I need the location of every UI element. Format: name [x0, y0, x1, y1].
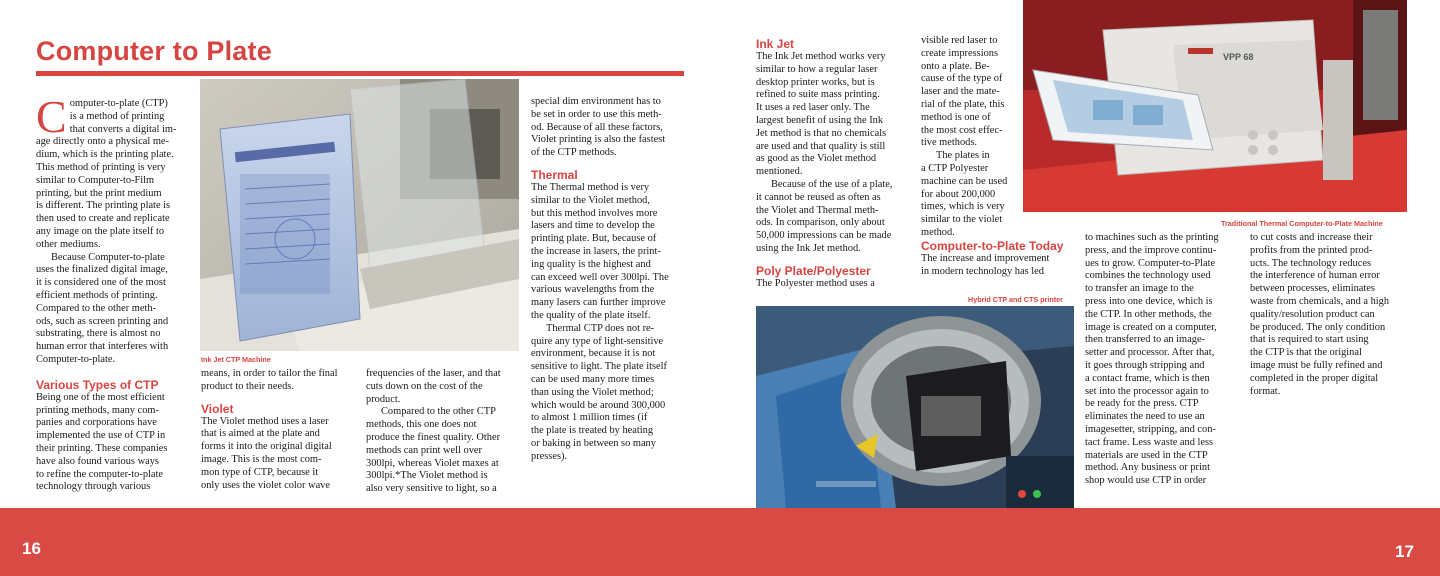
text-line: substrating, there is almost no — [36, 328, 161, 340]
text-line: that is required to start using — [1250, 334, 1369, 346]
text-line: for about 200,000 — [921, 188, 996, 200]
hybrid-ctp-photo — [756, 306, 1074, 508]
text-line: to refine the computer-to-plate — [36, 468, 164, 480]
text-line: any image on the plate itself to — [36, 225, 165, 237]
ink-jet-paragraph-2 — [756, 179, 916, 256]
text-line: The increase and improvement — [921, 253, 1050, 264]
column-2-text — [201, 368, 358, 394]
text-line: imagesetter, stripping, and con- — [1085, 423, 1216, 435]
text-line: 300lpi.*The Violet method is — [366, 470, 488, 482]
text-line: the most cost effec- — [921, 124, 1003, 136]
text-line: It uses a red laser only. The — [756, 102, 870, 114]
text-line: forms it into the original digital — [201, 441, 332, 453]
text-line: the increase in lasers, the print- — [531, 245, 661, 257]
text-line: mon type of CTP, because it — [201, 466, 319, 478]
text-line: many lasers can further improve — [531, 297, 666, 309]
text-line: combines the technology used — [1085, 270, 1211, 282]
text-line: tive methods. — [921, 137, 977, 149]
text-line: shop would use CTP in order — [1085, 475, 1207, 487]
text-line: tact frame. Less waste and less — [1085, 436, 1214, 448]
text-line: This method of printing is very — [36, 161, 166, 173]
text-line: completed in the proper digital — [1250, 372, 1379, 384]
text-line: press into one device, which is — [1085, 295, 1213, 307]
polyester-text — [921, 35, 1021, 150]
text-line: Thermal CTP does not re- — [546, 322, 655, 334]
drop-cap: C — [36, 91, 67, 142]
poly-heading: Poly Plate/Polyester — [756, 263, 871, 278]
text-line: to cut costs and increase their — [1250, 232, 1373, 243]
today-text — [921, 253, 1086, 279]
text-line: be produced. The only condition — [1250, 321, 1386, 333]
page-number-left: 16 — [22, 539, 41, 558]
text-line: refined to suite mass printing. — [756, 89, 880, 101]
text-line: product. — [366, 393, 401, 405]
text-line: only uses the violet color wave — [201, 479, 330, 491]
text-line: Jet method is that no chemicals — [756, 127, 887, 139]
text-line: the plate is treated by heating — [531, 425, 654, 437]
text-line: waste from chemicals, and a high — [1250, 295, 1390, 307]
text-line: environment, because it is not — [531, 348, 656, 360]
text-line: Being one of the most efficient — [36, 391, 165, 403]
column-c — [1085, 232, 1243, 488]
text-line: have also found various ways — [36, 455, 159, 467]
text-line: is different. The printing plate is — [36, 200, 171, 212]
text-line: that converts a digital im- — [69, 123, 177, 135]
text-line: the interference of human error — [1250, 270, 1380, 282]
text-line: product to their needs. — [201, 380, 294, 392]
text-line: Compared to the other CTP — [381, 406, 496, 418]
text-line: a CTP Polyester — [921, 162, 989, 174]
today-heading: Computer-to-Plate Today — [921, 239, 1064, 253]
text-line: other mediums. — [36, 238, 101, 250]
text-line: means, in order to tailor the final — [201, 368, 338, 379]
ink-jet-ctp-photo — [200, 79, 519, 351]
intro-paragraph — [36, 91, 194, 252]
text-line: format. — [1250, 385, 1281, 397]
text-line: methods can print well over — [366, 444, 482, 456]
text-line: a contact frame, which is then — [1085, 372, 1210, 384]
text-line: Because of the use of a plate, — [771, 178, 893, 190]
column-3 — [366, 368, 526, 496]
text-line: method. Any business or print — [1085, 462, 1210, 474]
text-line: technology through various — [36, 481, 151, 493]
text-line: is a method of printing — [69, 110, 165, 122]
text-line: similar to how a regular laser — [756, 63, 878, 75]
text-line: image is created on a computer, — [1085, 321, 1217, 333]
text-line: using the Ink Jet method. — [756, 242, 861, 254]
polyester-paragraph-2 — [921, 150, 1021, 240]
text-line: presses). — [531, 450, 568, 462]
column-4-text — [531, 96, 686, 160]
various-types-heading: Various Types of CTP — [36, 377, 159, 392]
text-line: to transfer an image to the — [1085, 283, 1194, 295]
text-line: image must be fully refined and — [1250, 359, 1383, 371]
text-line: produce the finest quality. Other — [366, 431, 501, 443]
text-line: The Thermal method is very — [531, 181, 650, 193]
text-line: desktop printer works, but is — [756, 76, 875, 88]
column-2 — [201, 368, 358, 492]
text-line: printing, but the print medium — [36, 187, 162, 199]
title-rule — [36, 71, 684, 76]
text-line: machine can be used — [921, 175, 1008, 187]
ink-jet-photo-caption: Ink Jet CTP Machine — [201, 355, 271, 364]
text-line: the Violet and Thermal meth- — [756, 204, 879, 216]
intro-paragraph-2 — [36, 252, 194, 367]
text-line: ues to grow. Computer-to-Plate — [1085, 257, 1216, 269]
text-line: than using the Violet method; — [531, 386, 654, 398]
column-3-text — [366, 368, 526, 406]
thermal-text — [531, 182, 686, 323]
text-line: The plates in — [936, 150, 990, 162]
text-line: onto a plate. Be- — [921, 60, 990, 72]
text-line: are used and that quality is still — [756, 140, 886, 152]
text-line: it is considered one of the most — [36, 277, 166, 289]
text-line: 300lpi, whereas Violet maxes at — [366, 457, 499, 469]
text-line: frequencies of the laser, and that — [366, 368, 501, 379]
text-line: sensitive to light. The plate itself — [531, 361, 668, 373]
text-line: can be used many more times — [531, 373, 655, 385]
text-line: Violet printing is also the fastest — [531, 134, 666, 146]
text-line: as good as the Violet method — [756, 153, 877, 165]
text-line: then transferred to an image- — [1085, 334, 1206, 346]
text-line: press, and the improve continu- — [1085, 244, 1217, 256]
column-3-paragraph-2 — [366, 406, 526, 496]
text-line: ods. In comparison, only about — [756, 217, 885, 229]
text-line: quire any type of light-sensitive — [531, 335, 664, 347]
text-line: method. — [921, 226, 955, 238]
page-number-right: 17 — [1395, 542, 1414, 561]
text-line: The Ink Jet method works very — [756, 51, 886, 62]
text-line: human error that interferes with — [36, 341, 169, 353]
text-line: rial of the plate, this — [921, 98, 1005, 110]
text-line: panies and corporations have — [36, 417, 157, 429]
machine-brand-label: VPP 68 — [1223, 52, 1254, 62]
column-d — [1250, 232, 1410, 398]
text-line: quality/resolution product can — [1250, 308, 1375, 320]
poly-text — [756, 278, 916, 291]
text-line: or baking in between so many — [531, 437, 656, 449]
text-line: ucts. The technology reduces — [1250, 257, 1371, 269]
column-a — [756, 38, 916, 291]
text-line: 50,000 impressions can be made — [756, 230, 892, 242]
ink-jet-text — [756, 51, 916, 179]
text-line: laser and the mate- — [921, 86, 1000, 98]
text-line: special dim environment has to — [531, 96, 661, 107]
column-b — [921, 35, 1021, 240]
text-line: method is one of — [921, 111, 991, 123]
text-line: to almost 1 million times (if — [531, 412, 648, 424]
text-line: their printing. These companies — [36, 442, 168, 454]
text-line: dium, which is the printing plate. — [36, 149, 174, 161]
text-line: various wavelengths from the — [531, 284, 655, 296]
text-line: largest benefit of using the Ink — [756, 114, 884, 126]
text-line: but this method involves more — [531, 207, 658, 219]
thermal-photo-caption: Traditional Thermal Computer-to-Plate Machine — [1221, 219, 1383, 228]
column-c-text — [1085, 232, 1243, 488]
text-line: visible red laser to — [921, 35, 998, 46]
text-line: it goes through stripping and — [1085, 359, 1205, 371]
text-line: then used to create and replicate — [36, 213, 170, 225]
column-4 — [531, 96, 686, 464]
text-line: similar to Computer-to-Film — [36, 174, 155, 186]
thermal-heading: Thermal — [531, 167, 578, 182]
text-line: methods, this one does not — [366, 419, 477, 431]
text-line: implemented the use of CTP in — [36, 430, 166, 442]
today-block — [921, 240, 1086, 279]
violet-heading: Violet — [201, 401, 234, 416]
text-line: between processes, eliminates — [1250, 283, 1375, 295]
text-line: setter and processor. After that, — [1085, 347, 1215, 359]
text-line: printing plate. But, because of — [531, 233, 657, 245]
text-line: to machines such as the printing — [1085, 232, 1219, 243]
hybrid-photo-caption: Hybrid CTP and CTS printer — [968, 295, 1063, 304]
violet-text — [201, 416, 358, 493]
text-line: omputer-to-plate (CTP) — [69, 98, 168, 109]
text-line: which would be around 300,000 — [531, 399, 666, 411]
thermal-paragraph-2 — [531, 323, 686, 464]
text-line: be ready for the press. CTP — [1085, 398, 1199, 410]
footer-band — [0, 508, 1440, 576]
text-line: be set in order to use this meth- — [531, 108, 662, 120]
text-line: eliminates the need to use an — [1085, 411, 1205, 423]
text-line: set into the processor again to — [1085, 385, 1209, 397]
text-line: ods, such as screen printing and — [36, 315, 169, 327]
text-line: Computer-to-plate. — [36, 353, 116, 365]
text-line: cuts down on the cost of the — [366, 380, 483, 392]
intro-column — [36, 91, 194, 494]
text-line: the CTP is that the original — [1250, 347, 1362, 359]
text-line: times, which is very — [921, 201, 1005, 213]
column-d-text — [1250, 232, 1410, 398]
text-line: uses the finalized digital image, — [36, 264, 168, 276]
text-line: materials are used in the CTP — [1085, 449, 1208, 461]
thermal-ctp-photo — [1023, 0, 1407, 212]
text-line: the CTP. In other methods, the — [1085, 308, 1212, 320]
text-line: that is aimed at the plate and — [201, 428, 320, 440]
ink-jet-heading: Ink Jet — [756, 37, 795, 51]
text-line: of the CTP methods. — [531, 147, 617, 159]
text-line: can exceed well over 300lpi. The — [531, 271, 669, 283]
page-title: Computer to Plate — [36, 36, 272, 66]
text-line: similar to the Violet method, — [531, 194, 650, 206]
text-line: Because Computer-to-plate — [51, 251, 165, 263]
text-line: mentioned. — [756, 166, 803, 178]
text-line: efficient methods of printing. — [36, 289, 158, 301]
text-line: also very sensitive to light, so a — [366, 483, 497, 495]
text-line: profits from the printed prod- — [1250, 244, 1373, 256]
text-line: od. Because of all these factors, — [531, 121, 663, 133]
text-line: it cannot be reused as often as — [756, 191, 881, 203]
text-line: printing methods, many com- — [36, 404, 159, 416]
text-line: ing quality is the highest and — [531, 258, 651, 270]
text-line: similar to the violet — [921, 214, 1003, 226]
text-line: cause of the type of — [921, 73, 1003, 85]
text-line: image. This is the most com- — [201, 453, 322, 465]
text-line: The Violet method uses a laser — [201, 415, 329, 427]
text-line: create impressions — [921, 47, 999, 59]
various-types-text — [36, 392, 194, 494]
text-line: Compared to the other meth- — [36, 302, 157, 314]
text-line: the quality of the plate itself. — [531, 309, 651, 321]
text-line: lasers and time to develop the — [531, 220, 655, 232]
text-line: in modern technology has led — [921, 265, 1044, 277]
text-line: The Polyester method uses a — [756, 277, 875, 289]
text-line: age directly onto a physical me- — [36, 136, 170, 148]
